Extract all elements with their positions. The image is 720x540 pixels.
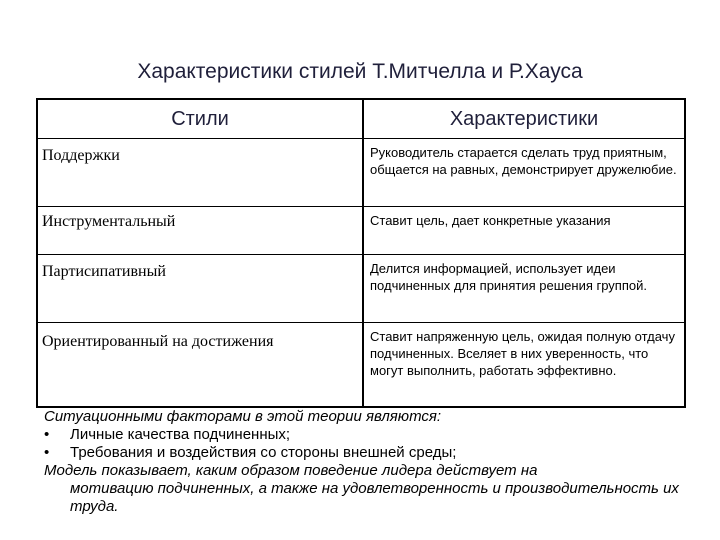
- notes-section: [44, 408, 694, 516]
- style-name: Инструментальный: [42, 213, 176, 230]
- bullet-marker: •: [44, 426, 50, 443]
- row-divider: [38, 322, 684, 323]
- column-divider: [362, 100, 364, 406]
- notes-conclusion-continued: мотивацию подчиненных, а также на удовлетворенность и производительность их труда.: [70, 480, 679, 515]
- page-title: Характеристики стилей Т.Митчелла и Р.Хауса: [137, 60, 583, 83]
- style-characteristic: Ставит напряженную цель, ожидая полную отдачу подчиненных. Вселяет в них уверенность, что могут выполнить, работать эффективно.: [370, 329, 675, 378]
- style-characteristic: Ставит цель, дает конкретные указания: [370, 213, 611, 228]
- bullet-text: Требования и воздействия со стороны внешней среды;: [70, 444, 457, 461]
- row-divider: [38, 206, 684, 207]
- styles-table: [36, 98, 686, 408]
- bullet-text: Личные качества подчиненных;: [70, 426, 291, 443]
- notes-conclusion: Модель показывает, каким образом поведение лидера действует на: [44, 462, 538, 479]
- row-divider: [38, 138, 684, 139]
- table-header-row: [38, 100, 684, 138]
- style-characteristic: Делится информацией, использует идеи подчиненных для принятия решения группой.: [370, 261, 647, 293]
- header-characteristics: Характеристики: [449, 108, 599, 130]
- list-item: [44, 444, 694, 462]
- row-divider: [38, 254, 684, 255]
- bullet-marker: •: [44, 444, 50, 461]
- style-name: Поддержки: [42, 147, 120, 164]
- style-name: Ориентированный на достижения: [42, 333, 274, 350]
- style-name: Партисипативный: [42, 263, 166, 280]
- style-characteristic: Руководитель старается сделать труд приятным, общается на равных, демонстрирует дружелюбие.: [370, 145, 677, 177]
- list-item: [44, 426, 694, 444]
- notes-intro: Ситуационными факторами в этой теории являются:: [44, 408, 442, 425]
- header-styles: Стили: [171, 108, 229, 130]
